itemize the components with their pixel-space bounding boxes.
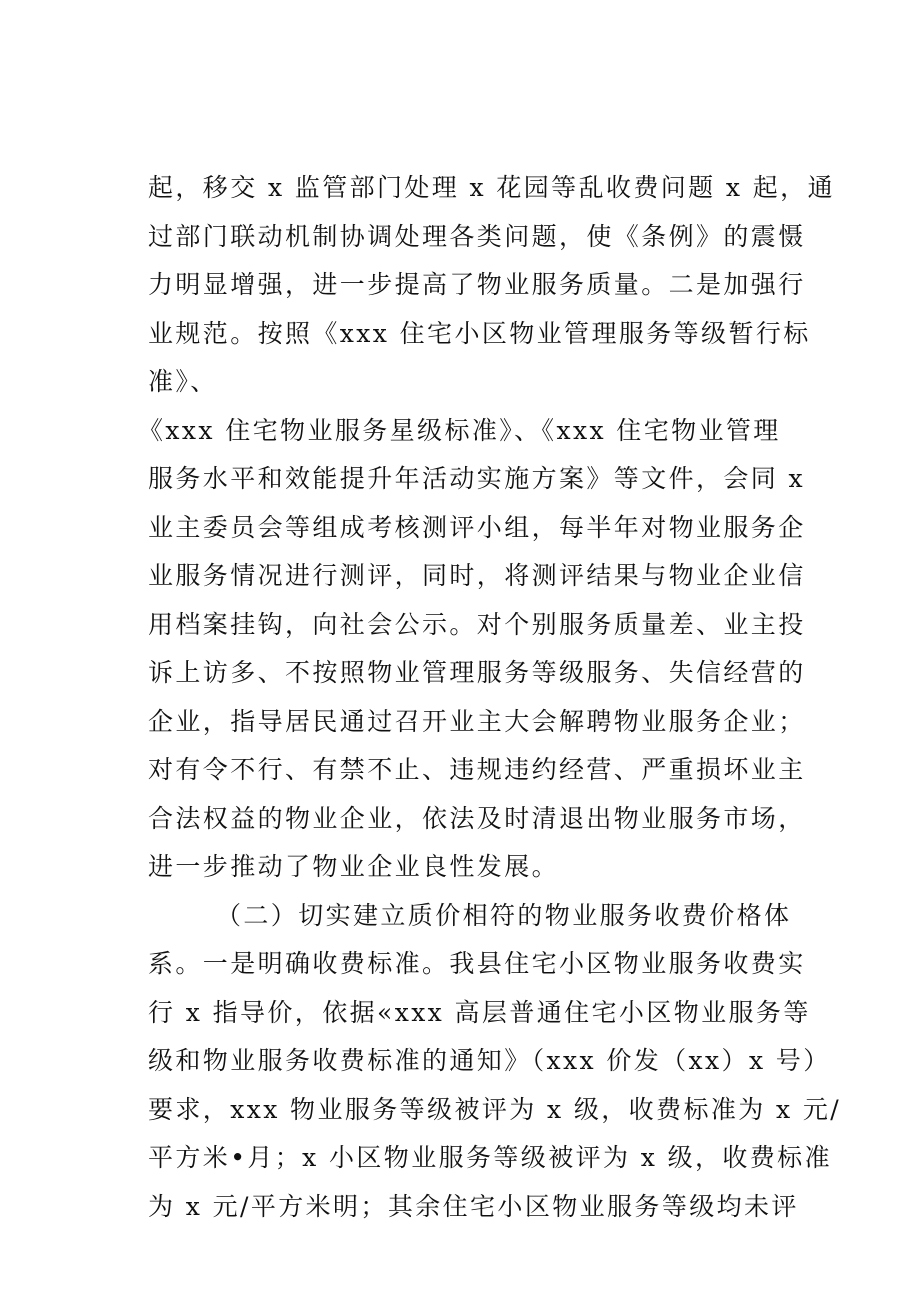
text-line: 服务水平和效能提升年活动实施方案》等文件，会同 x	[148, 464, 806, 493]
text-line: 起，移交 x 监管部门处理 x 花园等乱收费问题 x 起，通	[148, 173, 835, 202]
document-body	[138, 164, 842, 1231]
text-line: 要求，xxx 物业服务等级被评为 x 级，收费标准为 x 元/	[148, 1094, 842, 1124]
text-line: 为 x 元/平方米明；其余住宅小区物业服务等级均未评	[148, 1191, 799, 1221]
text-line: 业服务情况进行测评，同时，将测评结果与物业企业信	[148, 561, 806, 590]
text-line: 过部门联动机制协调处理各类问题，使《条例》的震慑	[148, 221, 806, 251]
text-line: 系。一是明确收费标准。我县住宅小区物业服务收费实	[148, 949, 806, 978]
text-line: 《xxx 住宅物业服务星级标准》、《xxx 住宅物业管理	[138, 415, 781, 445]
text-line: 业规范。按照《xxx 住宅小区物业管理服务等级暂行标	[148, 318, 811, 348]
text-line: 诉上访多、不按照物业管理服务等级服务、失信经营的	[148, 658, 806, 687]
text-line: 平方米•月；x 小区物业服务等级被评为 x 级，收费标准	[148, 1143, 832, 1172]
paragraph-heading: （二）切实建立质价相符的物业服务收费价格体	[216, 900, 792, 930]
text-line: 级和物业服务收费标准的通知》（xxx 价发（xx）x 号）	[148, 1046, 831, 1075]
text-line: 行 x 指导价，依据«xxx 高层普通住宅小区物业服务等	[148, 997, 811, 1027]
text-line: 进一步推动了物业企业良性发展。	[148, 852, 560, 881]
text-line: 企业，指导居民通过召开业主大会解聘物业服务企业；	[148, 706, 806, 736]
text-line: 业主委员会等组成考核测评小组，每半年对物业服务企	[148, 512, 806, 542]
text-line: 准》、	[148, 367, 218, 396]
text-line: 合法权益的物业企业，依法及时清退出物业服务市场，	[148, 803, 806, 833]
text-line: 力明显增强，进一步提高了物业服务质量。二是加强行	[148, 270, 806, 299]
text-line: 对有令不行、有禁不止、违规违约经营、严重损坏业主	[148, 755, 806, 784]
text-line: 用档案挂钩，向社会公示。对个别服务质量差、业主投	[148, 609, 806, 639]
